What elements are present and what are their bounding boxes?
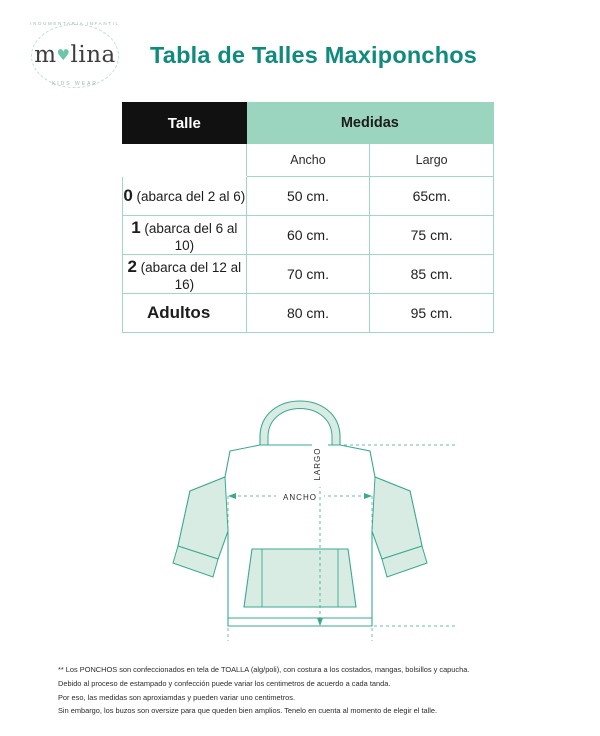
ancho-label: ANCHO: [283, 493, 317, 502]
header-medidas: Medidas: [246, 103, 493, 144]
row-0-largo: 65cm.: [370, 177, 494, 216]
table-header-row: [123, 103, 494, 144]
logo-bottom-arc-text: KIDS WEAR: [51, 81, 99, 87]
row-2-size: 2: [127, 256, 137, 276]
table-subheader-row: [123, 144, 494, 177]
size-table-container: [122, 102, 494, 333]
row-1-largo: 75 cm.: [370, 216, 494, 255]
row-0-range: (abarca del 2 al 6): [136, 189, 246, 204]
logo-graphic: [23, 20, 127, 90]
header-talle: Talle: [123, 103, 247, 144]
row-3-ancho: 80 cm.: [246, 294, 370, 333]
row-1-size: 1: [131, 217, 141, 237]
row-3-talle: Adultos: [123, 294, 247, 333]
heart-icon: ♥: [56, 46, 71, 64]
row-0-size: 0: [123, 186, 133, 205]
left-sleeve: [178, 477, 228, 559]
size-table: [122, 102, 494, 333]
table-row: [123, 255, 494, 294]
row-2-ancho: 70 cm.: [246, 255, 370, 294]
row-1-talle: [123, 216, 247, 255]
table-row: [123, 216, 494, 255]
row-0-talle: [123, 177, 247, 216]
subheader-blank: [123, 144, 247, 177]
note-line-3: Por eso, las medidas son aproxiamdas y pueden variar uno centimetros.: [58, 692, 296, 702]
row-1-ancho: 60 cm.: [246, 216, 370, 255]
row-2-talle: [123, 255, 247, 294]
front-pocket: [244, 549, 356, 607]
subheader-largo: Largo: [370, 144, 494, 177]
subheader-ancho: Ancho: [246, 144, 370, 177]
brand-logo: [0, 20, 150, 90]
right-sleeve: [372, 477, 422, 559]
table-row: [123, 177, 494, 216]
logo-wordmark: [34, 42, 116, 68]
logo-top-arc-text: INDUMENTARIA INFANTIL: [30, 21, 120, 26]
table-row: [123, 294, 494, 333]
page-title: Tabla de Talles Maxiponchos: [150, 41, 478, 68]
poncho-svg: [110, 341, 490, 641]
note-line-2: Debido al proceso de estampado y confección puede variar los centimetros de acuerdo a cada tanda.: [58, 678, 391, 688]
poncho-diagram: [0, 341, 600, 651]
row-0-ancho: 50 cm.: [246, 177, 370, 216]
largo-label: LARGO: [313, 447, 322, 481]
note-line-4: Sin embargo, los buzos son oversize para que queden bien amplios. Tenelo en cuenta al momento de elegir el talle.: [58, 706, 438, 716]
row-1-range: (abarca del 6 al 10): [144, 220, 238, 253]
logo-brand-rest: lina: [70, 42, 116, 68]
logo-brand-first: m: [34, 42, 57, 68]
note-line-1: ** Los PONCHOS son confeccionados en tela de TOALLA (alg/poli), con costura a los costados, mangas, bolsillos y capucha.: [58, 665, 470, 675]
row-2-largo: 85 cm.: [370, 255, 494, 294]
footer-notes: [58, 663, 558, 718]
page-header: [0, 0, 600, 87]
row-3-largo: 95 cm.: [370, 294, 494, 333]
row-2-range: (abarca del 12 al 16): [140, 259, 242, 292]
